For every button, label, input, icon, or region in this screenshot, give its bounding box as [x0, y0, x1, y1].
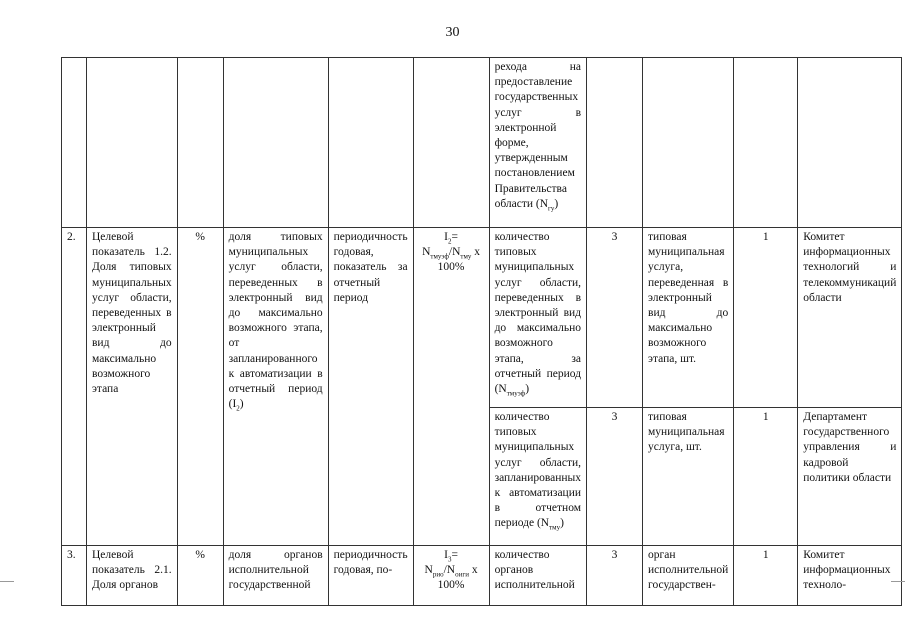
formula-cell: $I_2=$ $N_{тмуэф}/N_{тму}$ x 100%: [413, 228, 489, 546]
responsible-org: Комитет информационных технологий и телекоммуникаций области: [798, 228, 902, 408]
table-row-continuation: [62, 58, 902, 228]
indicator-name: Целевой показатель 1.2. Доля типовых муниципальных услуг области, переведенных в электронный вид до максимально возможного этапа: [87, 228, 178, 546]
definition-cell: доля типовых муниципальных услуг области, переведенных в электронный вид до максимально возможного этапа, от запланированного к автоматизации в отчетный период $(I_2)$: [223, 228, 328, 546]
cell-empty: [177, 58, 223, 228]
unit-cell: %: [177, 546, 223, 606]
row-number: 3.: [62, 546, 87, 606]
basic-indicator-unit: типовая муниципальная услуга, шт.: [643, 408, 734, 546]
page-number: 30: [445, 25, 460, 40]
indicators-table: [61, 57, 902, 606]
period-cell: периодичность годовая, по-: [328, 546, 413, 606]
basic-indicator-desc: количество органов исполнительной: [489, 546, 586, 606]
cell-empty: [413, 58, 489, 228]
unit-cell: %: [177, 228, 223, 546]
method-code: 3: [587, 546, 643, 606]
basic-indicator-unit: орган исполнительной государствен-: [643, 546, 734, 606]
population-code: 1: [734, 408, 798, 546]
cell-empty: [798, 58, 902, 228]
formula-cell: $I_3=$ $N_{рио}/N_{оиги}$ x 100%: [413, 546, 489, 606]
table-row-indicator-2a: [62, 228, 902, 408]
basic-indicator-desc: количество типовых муниципальных услуг области, запланированных к автоматизации в отчетном периоде $(N_{тму})$: [489, 408, 586, 546]
source-cell: рехода на предоставление государственных услуг в электронной форме, утвержденным постановлением Правительства области $(N_{гу})$: [489, 58, 586, 228]
cell-empty: [62, 58, 87, 228]
cell-empty: [734, 58, 798, 228]
population-code: 1: [734, 228, 798, 408]
cell-empty: [87, 58, 178, 228]
cell-empty: [643, 58, 734, 228]
method-code: 3: [587, 228, 643, 408]
cell-empty: [587, 58, 643, 228]
responsible-org: Департамент государственного управления и кадровой политики области: [798, 408, 902, 546]
population-code: 1: [734, 546, 798, 606]
definition-cell: доля органов исполнительной государственной: [223, 546, 328, 606]
indicator-name: Целевой показатель 2.1. Доля органов: [87, 546, 178, 606]
basic-indicator-desc: количество типовых муниципальных услуг области, переведенных в электронный вид до максимально возможного этапа, за отчетный период $(N_{тмуэф})$: [489, 228, 586, 408]
cell-empty: [328, 58, 413, 228]
cell-empty: [223, 58, 328, 228]
period-cell: периодичность годовая, показатель за отчетный период: [328, 228, 413, 546]
scan-edge-mark-right: [891, 581, 905, 582]
method-code: 3: [587, 408, 643, 546]
table-row-indicator-3: [62, 546, 902, 606]
basic-indicator-unit: типовая муниципальная услуга, переведенная в электронный вид до максимально возможного этапа, шт.: [643, 228, 734, 408]
row-number: 2.: [62, 228, 87, 546]
scan-edge-mark-left: [0, 581, 14, 582]
responsible-org: Комитет информационных техноло-: [798, 546, 902, 606]
